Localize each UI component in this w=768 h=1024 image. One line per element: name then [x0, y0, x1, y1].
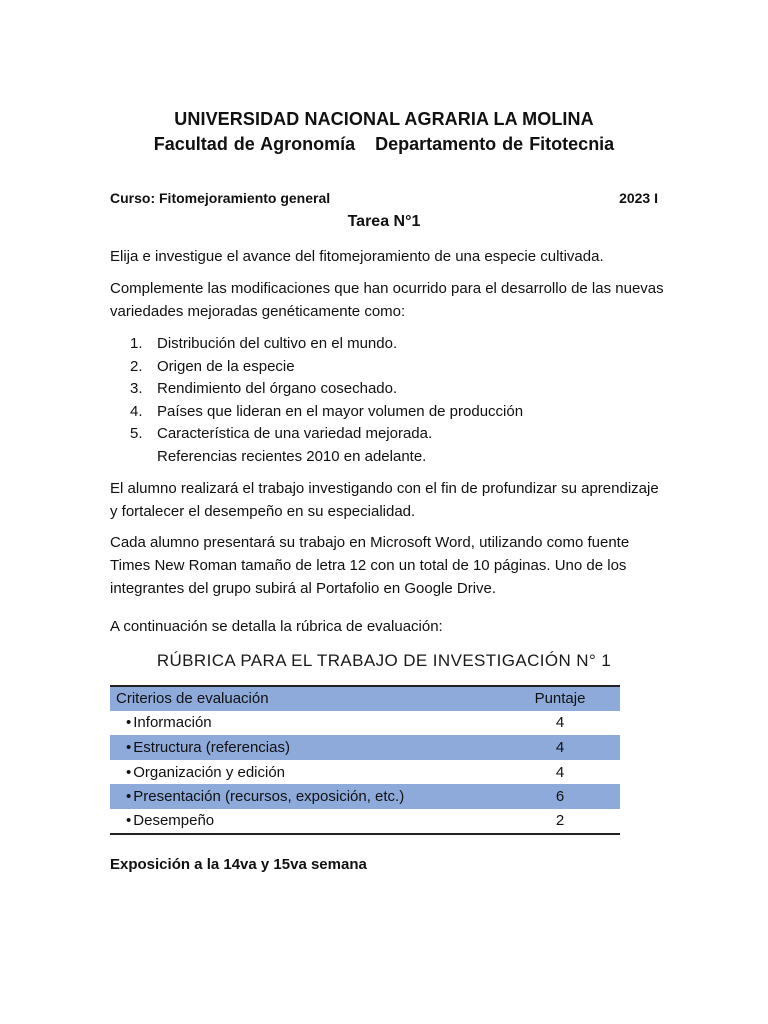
criterion-cell	[110, 711, 500, 736]
list-item-number: 3.	[130, 380, 143, 398]
course-row	[110, 190, 658, 206]
rubric-header-row	[110, 686, 620, 711]
course-label: Curso: Fitomejoramiento general	[110, 190, 331, 206]
list-item	[130, 333, 650, 356]
complement-paragraph: Complemente las modificaciones que han ocurrido para el desarrollo de las nuevas variedades mejoradas genéticamente como:	[110, 280, 664, 320]
course-term: 2023 I	[619, 190, 658, 206]
criteria-header: Criterios de evaluación	[110, 686, 500, 711]
criterion-cell	[110, 760, 500, 785]
criterion-cell	[110, 809, 500, 834]
score-cell: 4	[555, 714, 565, 732]
list-item-number: 2.	[130, 357, 143, 375]
bullet: •	[126, 763, 132, 781]
list-item-text: Característica de una variedad mejorada.	[157, 425, 433, 443]
criterion-text: Presentación (recursos, exposición, etc.)	[133, 788, 405, 806]
list-item	[130, 401, 650, 424]
score-cell: 4	[555, 763, 565, 781]
exposition-note: Exposición a la 14va y 15va semana	[110, 856, 367, 873]
list-item	[130, 356, 650, 379]
score-cell: 6	[500, 784, 620, 809]
faculty-name: Facultad de Agronomía	[153, 134, 356, 154]
references-note: Referencias recientes 2010 en adelante.	[157, 447, 427, 465]
list-item-text: Países que lideran en el mayor volumen de producción	[157, 402, 524, 420]
department-name: Departamento de Fitotecnia	[375, 134, 615, 154]
list-item-text: Origen de la especie	[157, 357, 295, 375]
list-item-number: 4.	[130, 402, 143, 420]
list-item	[130, 378, 650, 401]
criterion-text: Organización y edición	[133, 763, 286, 781]
criterion-text: Información	[133, 714, 212, 732]
university-title: UNIVERSIDAD NACIONAL AGRARIA LA MOLINA	[174, 109, 594, 129]
score-header: Puntaje	[500, 686, 620, 711]
task-title: Tarea N°1	[347, 213, 421, 230]
presentation-note: Cada alumno presentará su trabajo en Microsoft Word, utilizando como fuente Times New Roman tamaño de letra 12 con un total de 10 páginas. Uno de los integrantes del grupo subirá al Portafolio en Google Drive.	[110, 534, 630, 597]
rubric-intro: A continuación se detalla la rúbrica de evaluación:	[110, 618, 443, 635]
intro-paragraph: Elija e investigue el avance del fitomejoramiento de una especie cultivada.	[110, 248, 604, 265]
bullet: •	[126, 738, 132, 756]
table-row	[110, 760, 620, 785]
bullet: •	[126, 812, 132, 830]
list-item-number: 1.	[130, 335, 143, 352]
list-item-number: 5.	[130, 425, 143, 443]
student-note: El alumno realizará el trabajo investigando con el fin de profundizar su aprendizaje y fortalecer el desempeño en su especialidad.	[110, 480, 659, 520]
bullet: •	[126, 714, 132, 732]
list-item	[130, 423, 650, 446]
criterion-text: Desempeño	[133, 812, 215, 830]
table-row	[110, 784, 620, 809]
bullet: •	[126, 788, 132, 806]
faculty-department-line	[0, 134, 768, 155]
table-row	[110, 711, 620, 736]
requirements-list	[130, 333, 650, 469]
table-row	[110, 809, 620, 834]
criterion-cell	[110, 735, 500, 760]
table-row	[110, 735, 620, 760]
criterion-cell	[110, 784, 500, 809]
rubric-title: RÚBRICA PARA EL TRABAJO DE INVESTIGACIÓN N° 1	[156, 651, 612, 670]
list-item-text: Rendimiento del órgano cosechado.	[157, 380, 398, 398]
rubric-table	[110, 685, 620, 835]
score-cell: 2	[500, 809, 620, 834]
score-cell: 4	[500, 735, 620, 760]
criterion-text: Estructura (referencias)	[133, 738, 290, 756]
list-item-text: Distribución del cultivo en el mundo.	[157, 335, 398, 352]
